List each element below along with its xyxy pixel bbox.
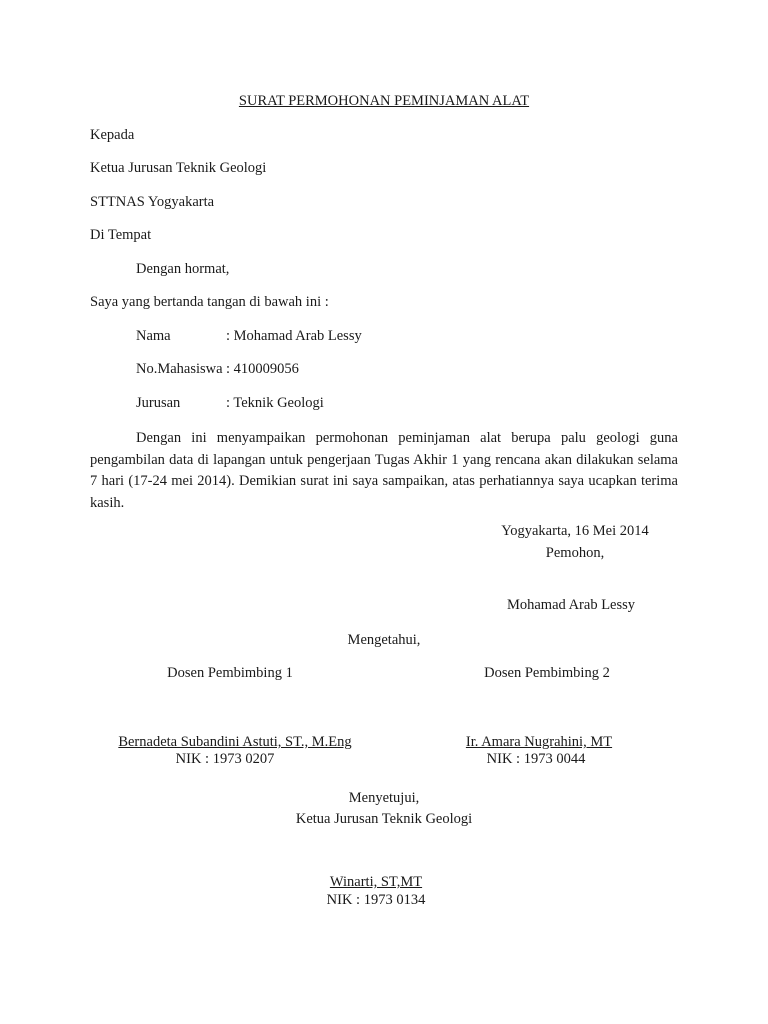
menyetujui-label: Menyetujui,: [348, 790, 420, 806]
ketua-nik: NIK : 1973 0134: [326, 892, 426, 908]
pemohon-name: Mohamad Arab Lessy: [506, 597, 636, 613]
pemohon-label: Pemohon,: [545, 545, 605, 561]
ketua-title: Ketua Jurusan Teknik Geologi: [295, 811, 473, 827]
nama-label: Nama: [136, 328, 171, 344]
ketua-name: [276, 874, 476, 891]
recipient-kepada: Kepada: [90, 127, 135, 143]
letter-body: Dengan ini menyampaikan permohonan peminjaman alat berupa palu geologi guna pengambilan data di lapangan untuk pengerjaan Tugas Akhir 1 yang rencana akan dilakukan selama 7 hari (17-24 mei 2014). Demikian surat ini saya sampaikan, atas perhatiannya saya ucapkan terima kasih.: [90, 430, 678, 511]
dosen1-name-text: Bernadeta Subandini Astuti, ST., M.Eng: [118, 734, 352, 750]
dosen1-name: [90, 734, 380, 751]
recipient-line-3: Di Tempat: [90, 227, 152, 243]
intro-line: Saya yang bertanda tangan di bawah ini :: [90, 294, 329, 310]
place-date: Yogyakarta, 16 Mei 2014: [501, 523, 649, 539]
ketua-name-text: Winarti, ST,MT: [329, 874, 423, 890]
dosen2-name-text: Ir. Amara Nugrahini, MT: [465, 734, 613, 750]
recipient-line-2: STTNAS Yogyakarta: [90, 194, 215, 210]
dosen2-name: [429, 734, 649, 751]
dosen2-nik: NIK : 1973 0044: [486, 751, 586, 767]
greeting: Dengan hormat,: [136, 261, 230, 277]
jurusan-value: : Teknik Geologi: [226, 395, 324, 411]
mengetahui-label: Mengetahui,: [347, 632, 421, 648]
nim-value: : 410009056: [226, 361, 299, 377]
dosen2-role: Dosen Pembimbing 2: [484, 665, 610, 681]
letter-title: SURAT PERMOHONAN PEMINJAMAN ALAT: [238, 93, 530, 109]
nim-label: No.Mahasiswa: [136, 361, 223, 377]
nama-value: : Mohamad Arab Lessy: [226, 328, 362, 344]
recipient-line-1: Ketua Jurusan Teknik Geologi: [90, 160, 267, 176]
dosen1-role: Dosen Pembimbing 1: [167, 665, 293, 681]
jurusan-label: Jurusan: [136, 395, 181, 411]
dosen1-nik: NIK : 1973 0207: [175, 751, 275, 767]
